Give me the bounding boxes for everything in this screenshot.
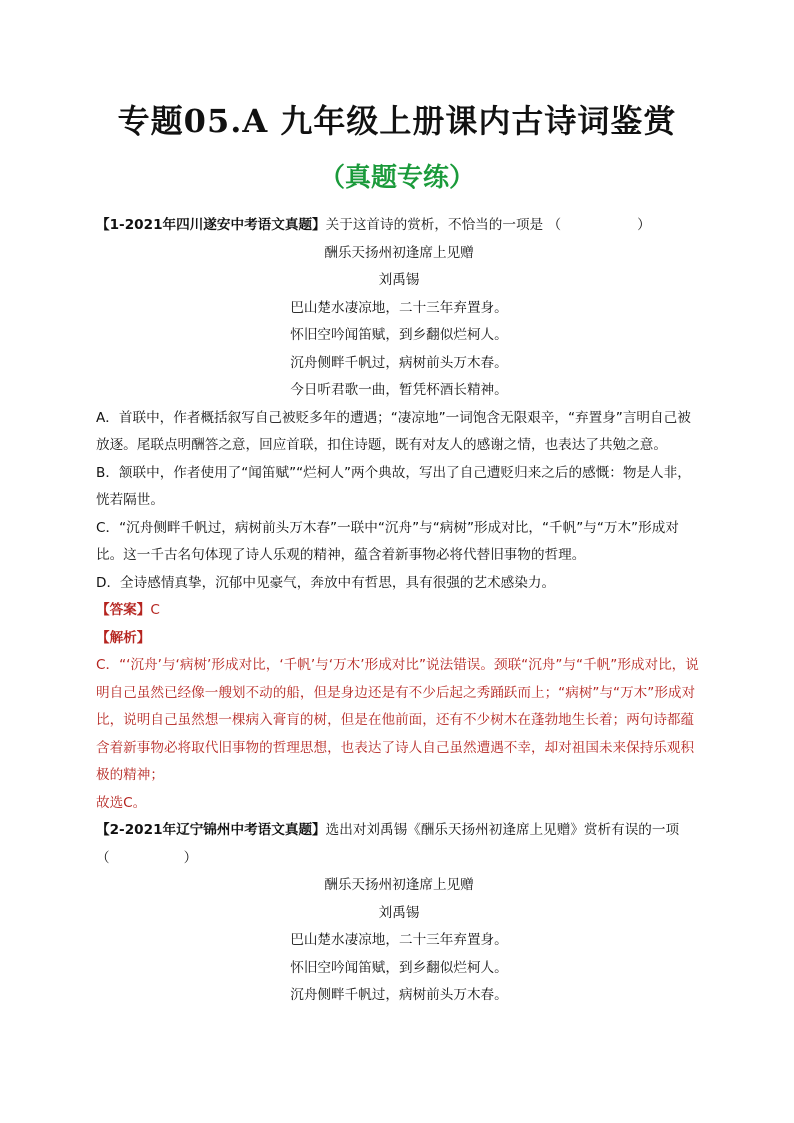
q1-option-d: D．全诗感情真挚，沉郁中见豪气，奔放中有哲思，具有很强的艺术感染力。: [96, 574, 556, 591]
q1-poem-title: 酬乐天扬州初逢席上见赠: [324, 244, 474, 261]
q2-stem-text: 选出对刘禹锡《酬乐天扬州初逢席上见赠》赏析有误的一项: [325, 822, 680, 838]
q1-poem-line: 巴山楚水凄凉地，二十三年弃置身。: [290, 299, 508, 316]
q2-stem: [96, 817, 702, 845]
q1-source: 【1-2021年四川遂安中考语文真题】: [96, 217, 326, 233]
page-title: 专题05.A 九年级上册课内古诗词鉴赏: [117, 102, 677, 140]
page-subtitle: （真题专练）: [318, 163, 475, 193]
q1-answer: [96, 597, 702, 625]
q1-poem-line: 沉舟侧畔千帆过，病树前头万木春。: [290, 354, 508, 371]
analysis-text: C．“‘沉舟’与‘病树’形成对比，‘千帆’与‘万木’形成对比”说法错误。颈联“沉舟”与“千帆”形成对比，说明自己虽然已经像一艘划不动的船，但是身边还是有不少后起之秀踊跃而上；“病树”与“万木”形成对比，说明自己虽然想一棵病入膏肓的树，但是在他前面，还有不少树木在蓬勃地生长着；两句诗都蕴含着新事物必将取代旧事物的哲理思想，也表达了诗人自己虽然遭遇不幸，却对祖国未来保持乐观积极的精神；: [96, 657, 699, 783]
q2-poem-line: 巴山楚水凄凉地，二十三年弃置身。: [290, 932, 508, 948]
q1-paren-open: （: [547, 217, 562, 233]
q2-paren-close: ）: [183, 849, 198, 866]
q1-poem-author: 刘禹锡: [378, 272, 420, 288]
q2-paren-open: （: [96, 849, 110, 866]
q2-poem-author: 刘禹锡: [378, 904, 420, 921]
q1-option-c: C．“沉舟侧畔千帆过，病树前头万木春”一联中“沉舟”与“病树”形成对比，“千帆”与“万木”形成对比。这一千古名句体现了诗人乐观的精神，蕴含着新事物必将代替旧事物的哲理。: [96, 519, 679, 563]
q1-option-b: B．颔联中，作者使用了“闻笛赋”“烂柯人”两个典故，写出了自己遭贬归来之后的感慨：物是人非，恍若隔世。: [96, 464, 691, 508]
q1-option-a: A．首联中，作者概括叙写自己被贬多年的遭遇；“凄凉地”一词饱含无限艰辛，“弃置身”言明自己被放逐。尾联点明酬答之意，回应首联，扣住诗题，既有对友人的感谢之情，也表达了共勉之意。: [96, 409, 691, 453]
analysis-conclusion: 故选C。: [96, 794, 147, 811]
q1-poem-line: 今日听君歌一曲，暂凭杯酒长精神。: [290, 382, 508, 398]
analysis-tag: 【解析】: [96, 629, 151, 646]
document-body: [96, 212, 702, 1010]
q1-stem: [96, 212, 702, 240]
q2-poem-title: 酬乐天扬州初逢席上见赠: [324, 877, 474, 893]
q1-poem-line: 怀旧空吟闻笛赋，到乡翻似烂柯人。: [290, 327, 508, 343]
q1-stem-text: 关于这首诗的赏析，不恰当的一项是: [325, 217, 544, 233]
q2-source: 【2-2021年辽宁锦州中考语文真题】: [96, 822, 326, 838]
q1-paren-close: ）: [637, 217, 651, 233]
q2-poem-line: 沉舟侧畔千帆过，病树前头万木春。: [290, 987, 508, 1003]
answer-tag: 【答案】: [96, 602, 151, 618]
q2-answer-paren: [96, 845, 702, 873]
q2-poem-line: 怀旧空吟闻笛赋，到乡翻似烂柯人。: [290, 959, 508, 976]
answer-value: C: [150, 602, 160, 618]
